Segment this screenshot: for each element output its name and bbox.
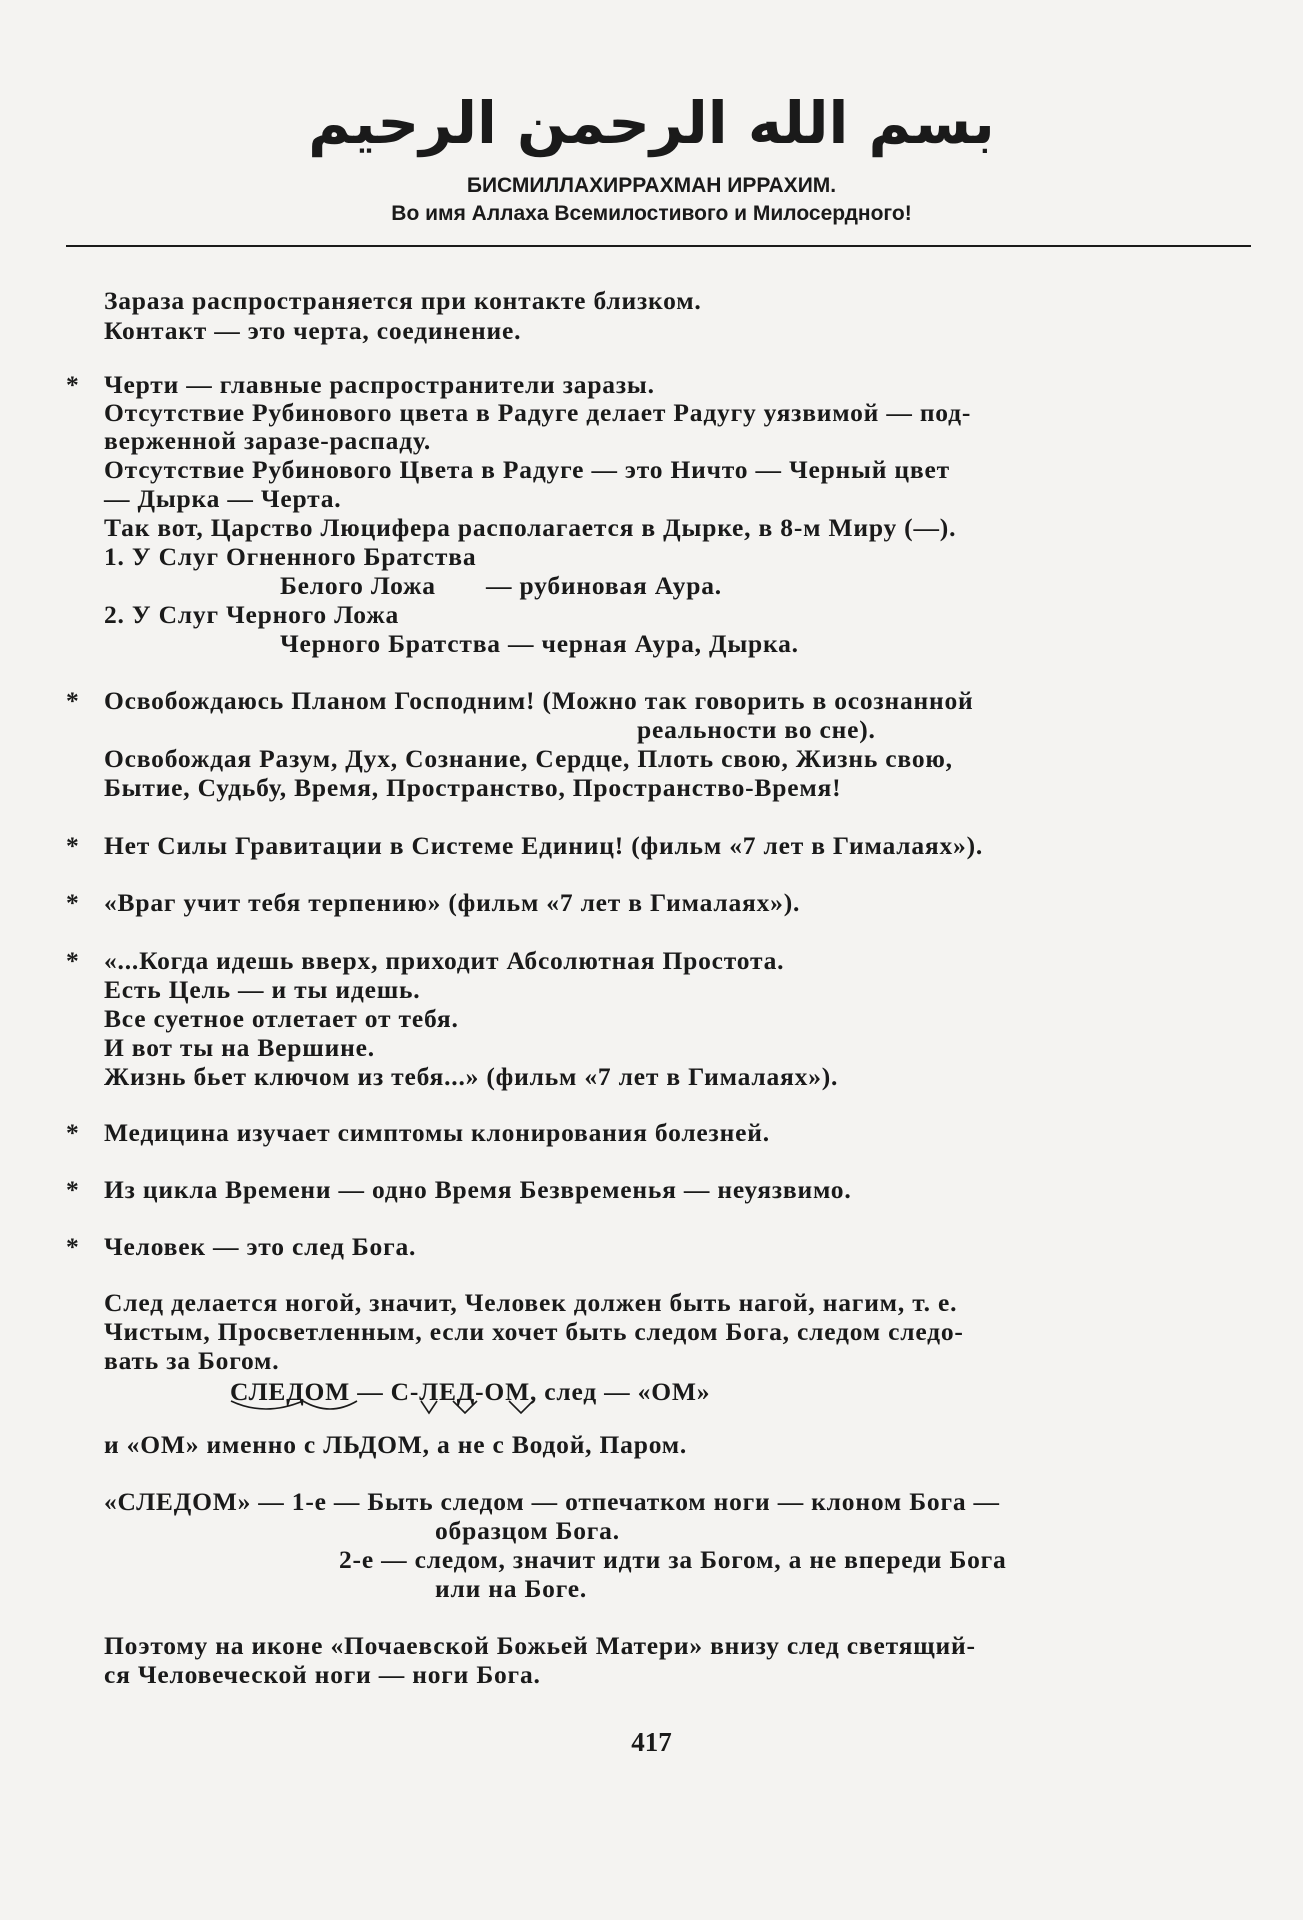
text-line: Черного Братства — черная Аура, Дырка. [280, 629, 799, 658]
bullet-marker: * [66, 1232, 79, 1261]
text-line: Жизнь бьет ключом из тебя...» (фильм «7 лет в Гималаях»). [104, 1062, 839, 1091]
text-line: Нет Силы Гравитации в Системе Единиц! (фильм «7 лет в Гималаях»). [104, 831, 984, 860]
text-line: вать за Богом. [104, 1346, 280, 1375]
text-line: Белого Ложа — рубиновая Аура. [280, 571, 722, 600]
text-line: Освобождая Разум, Дух, Сознание, Сердце, Плоть свою, Жизнь свою, [104, 744, 953, 773]
text-line: верженной заразе-распаду. [104, 426, 432, 455]
arc-mark [303, 1401, 357, 1409]
text-line: Бытие, Судьбу, Время, Пространство, Пространство-Время! [104, 773, 842, 802]
text-line: СЛЕДОМ — С-ЛЕД-ОМ, след — «ОМ» [230, 1377, 711, 1406]
text-line: Контакт — это черта, соединение. [104, 316, 522, 345]
text-line: И вот ты на Вершине. [104, 1033, 375, 1062]
check-mark [453, 1401, 477, 1413]
text-line: Медицина изучает симптомы клонирования болезней. [104, 1118, 770, 1147]
text-line: «...Когда идешь вверх, приходит Абсолютная Простота. [104, 946, 785, 975]
syllable-arcs [225, 1395, 645, 1425]
text-line: Освобождаюсь Планом Господним! (Можно так говорить в осознанной [104, 686, 974, 715]
arabic-calligraphy: بسم الله الرحمن الرحيم [308, 89, 995, 157]
text-line: и «ОМ» именно с ЛЬДОМ, а не с Водой, Паром. [104, 1430, 688, 1459]
text-line: След делается ногой, значит, Человек должен быть нагой, нагим, т. е. [104, 1288, 958, 1317]
text-line: 2-е — следом, значит идти за Богом, а не впереди Бога [339, 1545, 1007, 1574]
text-line: Есть Цель — и ты идешь. [104, 975, 421, 1004]
text-line: Зараза распространяется при контакте близком. [104, 286, 702, 315]
text-line: Чистым, Просветленным, если хочет быть следом Бога, следом следо- [104, 1317, 964, 1346]
text-line: Все суетное отлетает от тебя. [104, 1004, 459, 1033]
header-title: БИСМИЛЛАХИРРАХМАН ИРРАХИМ. [466, 174, 837, 197]
page-number: 417 [631, 1727, 672, 1757]
text-line: Поэтому на иконе «Почаевской Божьей Матери» внизу след светящий- [104, 1631, 976, 1660]
text-line: «Враг учит тебя терпению» (фильм «7 лет в Гималаях»). [104, 888, 801, 917]
text-line: — Дырка — Черта. [104, 484, 342, 513]
bullet-marker: * [66, 888, 79, 917]
check-mark [421, 1401, 437, 1413]
text-line: образцом Бога. [435, 1516, 620, 1545]
text-line: реальности во сне). [637, 715, 876, 744]
text-line: Отсутствие Рубинового цвета в Радуге делает Радугу уязвимой — под- [104, 398, 972, 427]
text-line: Из цикла Времени — одно Время Безвременья — неуязвимо. [104, 1175, 852, 1204]
bullet-marker: * [66, 686, 79, 715]
check-mark [509, 1401, 533, 1413]
text-line: или на Боге. [435, 1574, 588, 1603]
bullet-marker: * [66, 1118, 79, 1147]
text-line: Черти — главные распространители заразы. [104, 370, 655, 399]
text-line: Отсутствие Рубинового Цвета в Радуге — это Ничто — Черный цвет [104, 455, 950, 484]
text-line: ся Человеческой ноги — ноги Бога. [104, 1660, 541, 1689]
bullet-marker: * [66, 831, 79, 860]
text-line: 2. У Слуг Черного Ложа [104, 600, 400, 629]
text-line: 1. У Слуг Огненного Братства [104, 542, 477, 571]
text-line: Так вот, Царство Люцифера располагается в Дырке, в 8-м Миру (—). [104, 513, 957, 542]
text-line: «СЛЕДОМ» — 1-е — Быть следом — отпечатком ноги — клоном Бога — [104, 1487, 1000, 1516]
text-line: Человек — это след Бога. [104, 1232, 417, 1261]
header-subtitle: Во имя Аллаха Всемилостивого и Милосердного! [391, 202, 912, 225]
bullet-marker: * [66, 1175, 79, 1204]
bullet-marker: * [66, 370, 79, 399]
arc-mark [231, 1401, 303, 1409]
bullet-marker: * [66, 946, 79, 975]
header-divider [66, 245, 1251, 247]
